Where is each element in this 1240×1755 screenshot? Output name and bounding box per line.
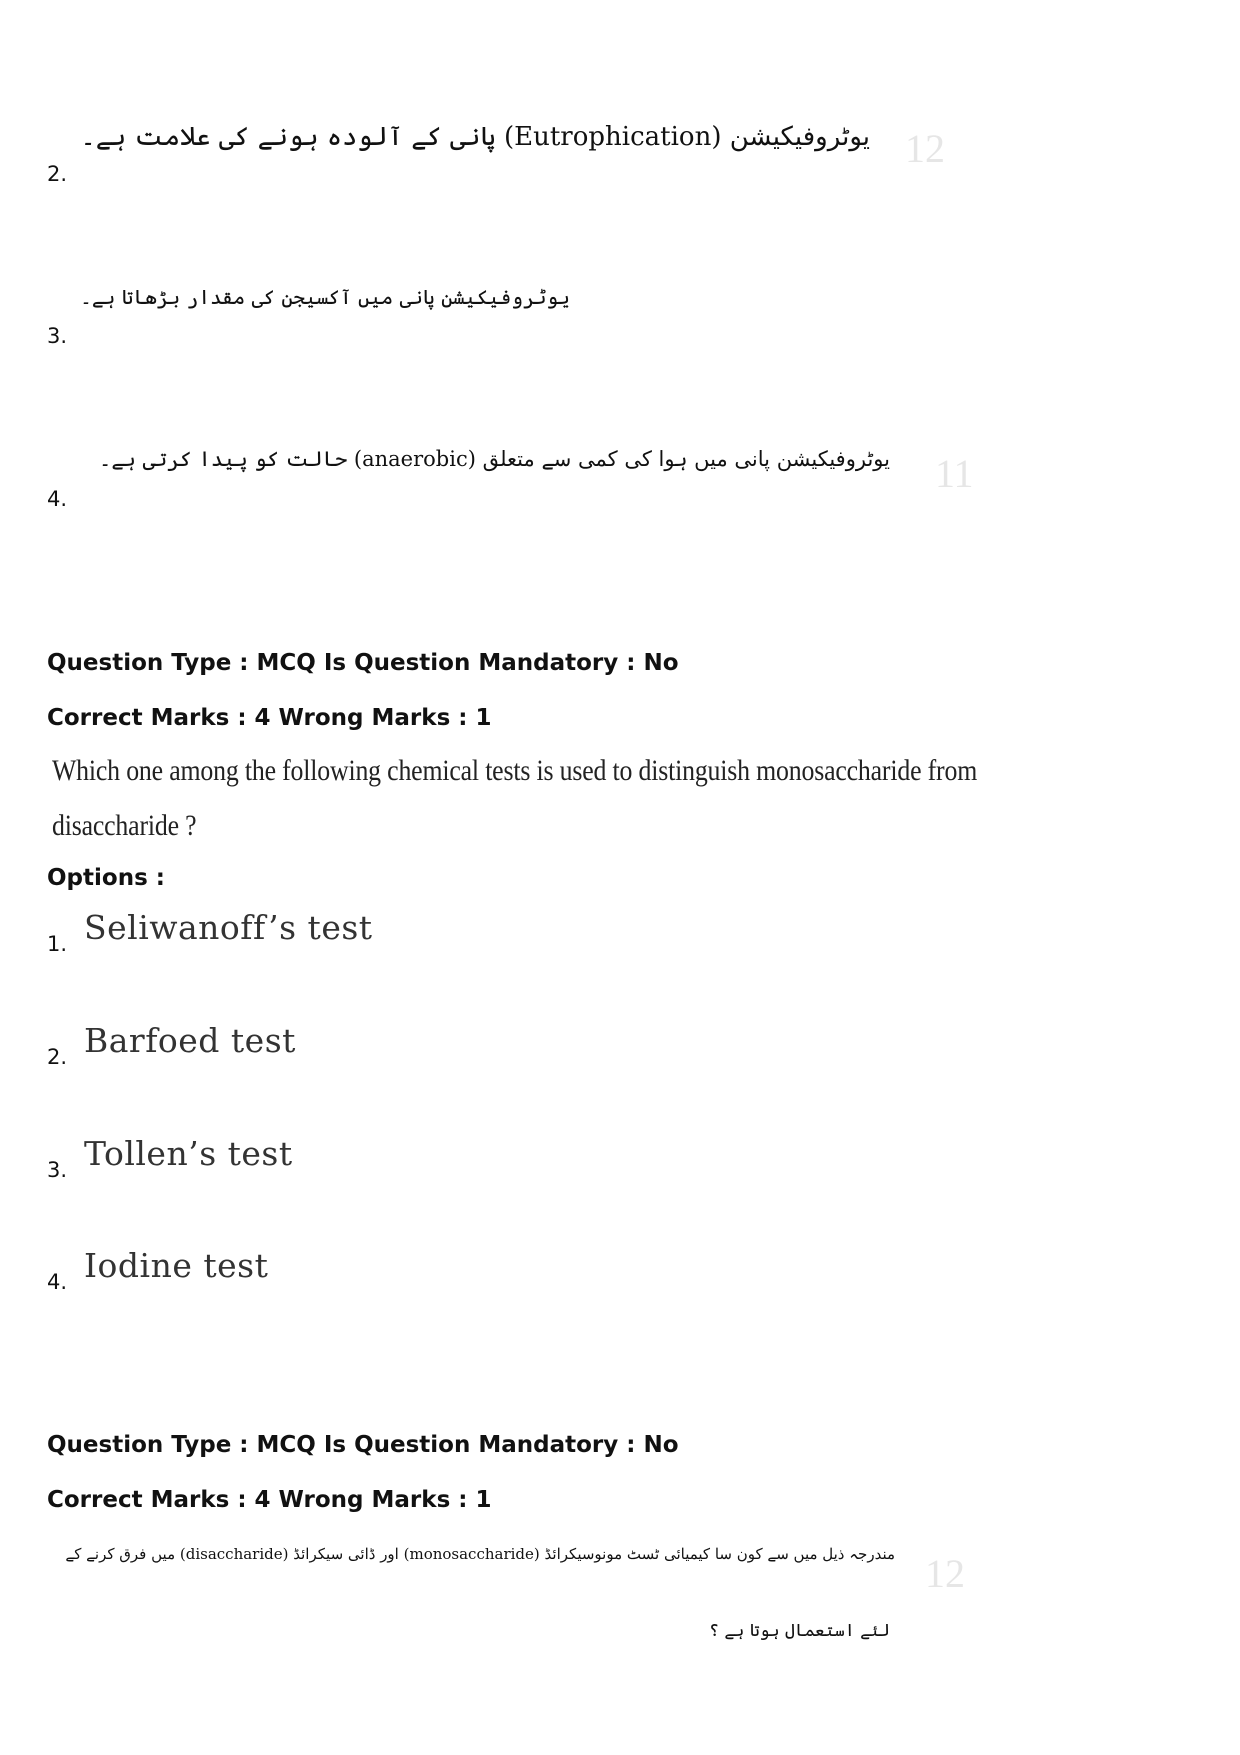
- options-label: Options :: [47, 865, 165, 891]
- option-text: یوٹروفیکیشن پانی میں ہوا کی کمی سے متعلق (anaerobic) حالت کو پیدا کرتی ہے۔: [99, 447, 890, 471]
- option-text: Barfoed test: [84, 1021, 296, 1060]
- option-number: 3.: [47, 324, 68, 348]
- faint-watermark-mark: 12: [925, 1551, 965, 1596]
- faint-watermark-mark: 11: [935, 451, 974, 496]
- option-text: یوٹروفیکیشن پانی میں آکسیجن کی مقدار بڑھاتا ہے۔: [80, 285, 570, 309]
- option-text: Tollen’s test: [84, 1134, 293, 1173]
- option-number: 1.: [47, 932, 68, 956]
- question-text-urdu-line: مندرجہ ذیل میں سے کون سا کیمیائی ٹسٹ مونوسیکرائڈ (monosaccharide) اور ڈائی سیکرائڈ (disaccharide) میں فرق کرنے کے: [65, 1545, 895, 1563]
- option-number: 2.: [47, 1045, 68, 1069]
- marks-line: Correct Marks : 4 Wrong Marks : 1: [47, 1487, 492, 1513]
- question-type-line: Question Type : MCQ Is Question Mandatory : No: [47, 650, 679, 676]
- option-number: 4.: [47, 1270, 68, 1294]
- option-text: Seliwanoff’s test: [84, 908, 373, 947]
- option-text: یوٹروفیکیشن (Eutrophication) پانی کے آلودہ ہونے کی علامت ہے۔: [80, 122, 870, 152]
- question-text: [52, 743, 977, 853]
- option-number: 4.: [47, 487, 68, 511]
- option-number: 2.: [47, 162, 68, 186]
- faint-watermark-mark: 12: [905, 126, 945, 171]
- question-text-line: Which one among the following chemical tests is used to distinguish monosaccharide from: [52, 754, 978, 787]
- option-text: Iodine test: [84, 1246, 269, 1285]
- question-text-urdu-line: لئے استعمال ہوتا ہے ؟: [709, 1621, 890, 1641]
- option-number: 3.: [47, 1158, 68, 1182]
- marks-line: Correct Marks : 4 Wrong Marks : 1: [47, 705, 492, 731]
- question-text-line: disaccharide ?: [52, 809, 197, 842]
- question-type-line: Question Type : MCQ Is Question Mandatory : No: [47, 1432, 679, 1458]
